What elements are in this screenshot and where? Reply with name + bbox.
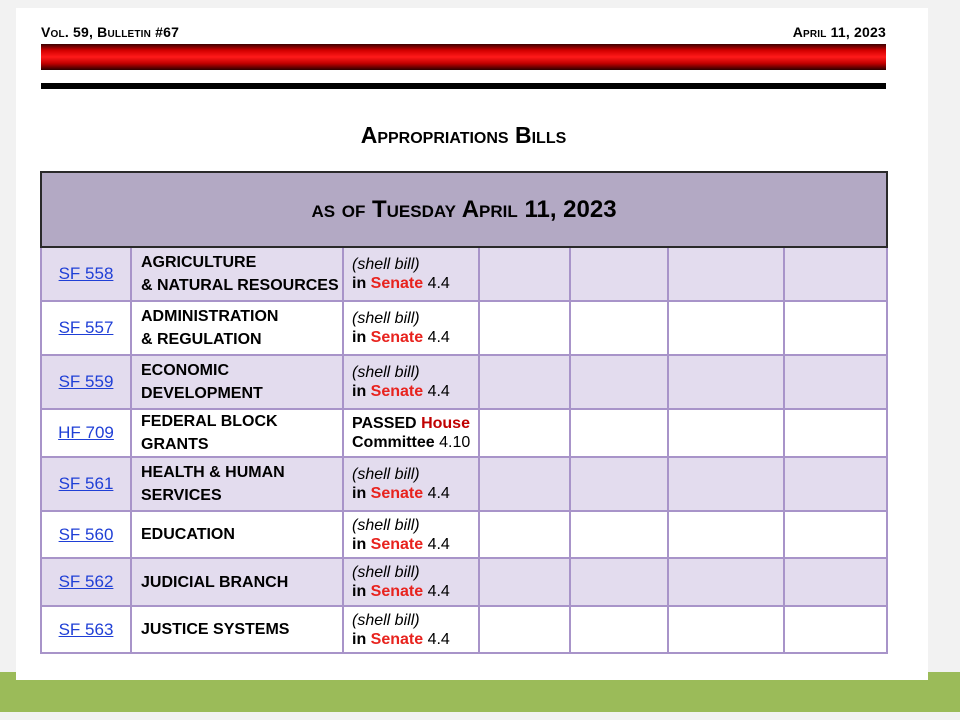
empty-cell (784, 457, 887, 511)
table-row (41, 247, 887, 301)
empty-cell (668, 301, 784, 355)
empty-cell (570, 457, 668, 511)
page-title: Appropriations Bills (360, 122, 567, 148)
bulletin-page (16, 8, 928, 680)
empty-cell (784, 301, 887, 355)
empty-cell (570, 409, 668, 457)
empty-cell (784, 355, 887, 409)
empty-cell (479, 247, 570, 301)
bill-name: AGRICULTURE & NATURAL RESOURCES (131, 247, 343, 301)
empty-cell (479, 457, 570, 511)
bill-status: (shell bill) in Senate 4.4 (343, 558, 479, 606)
empty-cell (668, 247, 784, 301)
table-row (41, 457, 887, 511)
empty-cell (479, 558, 570, 606)
empty-cell (570, 301, 668, 355)
bill-name: EDUCATION (131, 511, 343, 558)
appropriations-table (40, 171, 888, 654)
table-row (41, 511, 887, 558)
bill-status: (shell bill) in Senate 4.4 (343, 511, 479, 558)
bill-link[interactable]: HF 709 (58, 423, 114, 442)
bill-link[interactable]: SF 559 (58, 372, 114, 391)
empty-cell (479, 511, 570, 558)
bill-name: FEDERAL BLOCK GRANTS (131, 409, 343, 457)
empty-cell (668, 409, 784, 457)
empty-cell (570, 247, 668, 301)
black-divider-rule (41, 83, 886, 89)
bill-link[interactable]: SF 558 (58, 264, 114, 283)
empty-cell (668, 558, 784, 606)
bill-status: PASSED House Committee 4.10 (343, 409, 479, 457)
volume-bulletin-label: Vol. 59, Bulletin #67 (41, 24, 180, 40)
table-row (41, 558, 887, 606)
empty-cell (784, 606, 887, 653)
empty-cell (570, 511, 668, 558)
empty-cell (479, 606, 570, 653)
bill-name: HEALTH & HUMAN SERVICES (131, 457, 343, 511)
bill-link[interactable]: SF 557 (58, 318, 114, 337)
empty-cell (668, 606, 784, 653)
bill-status: (shell bill) in Senate 4.4 (343, 247, 479, 301)
bill-name: JUSTICE SYSTEMS (131, 606, 343, 653)
empty-cell (479, 409, 570, 457)
table-row (41, 301, 887, 355)
empty-cell (784, 558, 887, 606)
empty-cell (784, 247, 887, 301)
empty-cell (570, 558, 668, 606)
bulletin-date: April 11, 2023 (792, 24, 886, 40)
empty-cell (479, 355, 570, 409)
empty-cell (784, 409, 887, 457)
bill-status: (shell bill) in Senate 4.4 (343, 606, 479, 653)
table-row (41, 606, 887, 653)
empty-cell (479, 301, 570, 355)
red-header-bar (41, 44, 886, 70)
bill-name: ECONOMIC DEVELOPMENT (131, 355, 343, 409)
bill-status: (shell bill) in Senate 4.4 (343, 355, 479, 409)
bill-status: (shell bill) in Senate 4.4 (343, 301, 479, 355)
bill-name: JUDICIAL BRANCH (131, 558, 343, 606)
bill-name: ADMINISTRATION & REGULATION (131, 301, 343, 355)
empty-cell (784, 511, 887, 558)
empty-cell (668, 355, 784, 409)
table-row (41, 409, 887, 457)
as-of-date-header: as of Tuesday April 11, 2023 (41, 172, 887, 247)
empty-cell (570, 355, 668, 409)
bill-link[interactable]: SF 562 (58, 572, 114, 591)
bill-link[interactable]: SF 560 (58, 524, 114, 544)
bill-link[interactable]: SF 561 (58, 474, 114, 493)
bill-link[interactable]: SF 563 (58, 619, 114, 639)
empty-cell (668, 511, 784, 558)
empty-cell (668, 457, 784, 511)
bill-status: (shell bill) in Senate 4.4 (343, 457, 479, 511)
table-row (41, 355, 887, 409)
empty-cell (570, 606, 668, 653)
